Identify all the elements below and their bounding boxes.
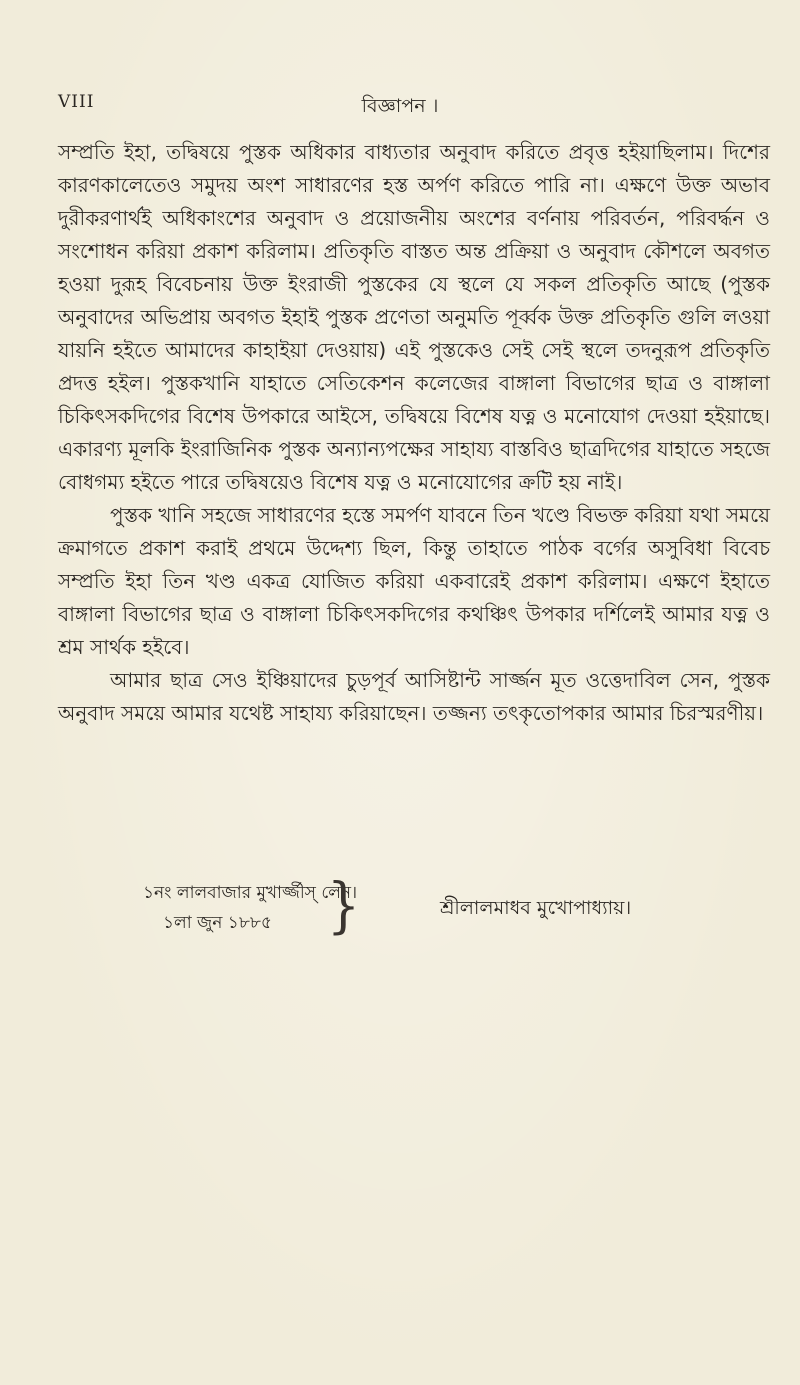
paragraph-2: পুস্তক খানি সহজে সাধারণের হস্তে সমর্পণ যাবনে তিন খণ্ডে বিভক্ত করিয়া যথা সময়ে ক্রমাগতে প্রকাশ করাই প্রথমে উদ্দেশ্য ছিল, কিন্তু তাহাতে পাঠক বর্গের অসুবিধা বিবেচ সম্প্রতি ইহা তিন খণ্ড একত্র যোজিত করিয়া একবারেই প্রকাশ করিলাম। এক্ষণে ইহাতে বাঙ্গালা বিভাগের ছাত্র ও বাঙ্গালা চিকিৎসকদিগের কথঞ্চিৎ উপকার দর্শিলেই আমার যত্ন ও শ্রম সার্থক হইবে। <box>58 503 770 659</box>
preface-body <box>58 136 770 730</box>
page-header <box>0 92 800 122</box>
paragraph-1: সম্প্রতি ইহা, তদ্বিষয়ে পুস্তক অধিকার বাধ্যতার অনুবাদ করিতে প্রবৃত্ত হইয়াছিলাম। দিশের কারণকালেতেও সমুদয় অংশ সাধারণের হস্ত অর্পণ করিতে পারি না। এক্ষণে উক্ত অভাব দুরীকরণার্থই অধিকাংশের অনুবাদ ও প্রয়োজনীয় অংশের বর্ণনায় পরিবর্তন, পরিবর্দ্ধন ও সংশোধন করিয়া প্রকাশ করিলাম। প্রতিকৃতি বাস্তত অন্ত প্রক্রিয়া ও অনুবাদ কৌশলে অবগত হওয়া দুরূহ বিবেচনায় উক্ত ইংরাজী পুস্তকের যে স্থলে যে সকল প্রতিকৃতি আছে (পুস্তক অনুবাদের অভিপ্রায় অবগত ইহাই পুস্তক প্রণেতা অনুমতি পূর্ব্বক উক্ত প্রতিকৃতি গুলি লওয়া যায়নি হইতে আমাদের কাহাইয়া দেওয়ায়) এই পুস্তকেও সেই সেই স্থলে তদনুরূপ প্রতিকৃতি প্রদত্ত হইল। পুস্তকখানি যাহাতে সেতিকেশন কলেজের বাঙ্গালা বিভাগের ছাত্র ও বাঙ্গালা চিকিৎসকদিগের বিশেষ উপকারে আইসে, তদ্বিষয়ে বিশেষ যত্ন ও মনোযোগ দেওয়া হইয়াছে। একারণ্য মূলকি ইংরাজিনিক পুস্তক অন্যান্যপক্ষের সাহায্য বাস্তবিও ছাত্রদিগের যাহাতে সহজে বোধগম্য হইতে পারে তদ্বিষয়েও বিশেষ যত্ন ও মনোযোগের ক্রটি হয় নাই। <box>58 140 770 494</box>
brace-glyph: } <box>327 871 361 941</box>
signature-block <box>0 871 800 941</box>
place-date <box>143 878 357 938</box>
date-line: ১লা জুন ১৮৮৫ <box>163 913 272 933</box>
paragraph-3: আমার ছাত্র সেও ইঞ্চিয়াদের চুড়পূর্ব আসিষ্টান্ট সার্জ্জন মূত ওত্তেদাবিল সেন, পুস্তক অনুবাদ সময়ে আমার যথেষ্ট সাহায্য করিয়াছেন। তজ্জন্য তৎকৃতোপকার আমার চিরস্মরণীয়। <box>58 668 770 725</box>
address-line: ১নং লালবাজার মুখার্জ্জীস্ লেন। <box>143 883 358 903</box>
author-name: শ্রীলালমাধব মুখোপাধ্যায়। <box>440 897 632 919</box>
page-title: বিজ্ঞাপন । <box>361 95 439 117</box>
page-number: VIII <box>58 92 95 112</box>
